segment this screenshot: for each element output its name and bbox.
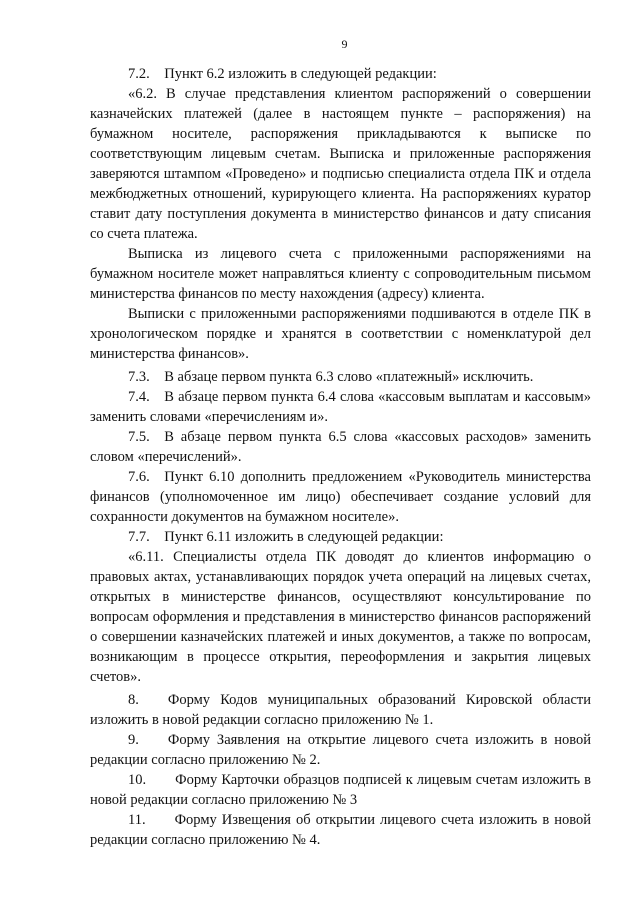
page-number: 9 xyxy=(341,37,348,51)
paragraph-7-3: 7.3. В абзаце первом пункта 6.3 слово «платежный» исключить. xyxy=(128,369,534,385)
paragraph-11: 11. Форму Извещения об открытии лицевого счета изложить в новой редакции согласно приложению № 4. xyxy=(90,812,591,848)
paragraph-7-6: 7.6. Пункт 6.10 дополнить предложением «Руководитель министерства финансов (уполномоченное им лицо) обеспечивает создание условий для сохранности документов на бумажном носителе». xyxy=(90,469,591,525)
paragraph-6-11-text: «6.11. Специалисты отдела ПК доводят до клиентов информацию о правовых актах, устанавливающих порядок учета операций на лицевых счетах, открытых в министерстве финансов, осуществляют консультирование по вопросам оформления и представления в министерство финансов распоряжений о совершении казначейских платежей и иных документов, а также по вопросам, возникающим в процессе открытия, переоформления и закрытия лицевых счетов». xyxy=(90,549,591,685)
paragraph-statement-delivery: Выписка из лицевого счета с приложенными распоряжениями на бумажном носителе может направляться клиенту с сопроводительным письмом министерства финансов по месту нахождения (адресу) клиента. xyxy=(90,246,591,302)
paragraph-statement-filing: Выписки с приложенными распоряжениями подшиваются в отделе ПК в хронологическом порядке и хранятся в соответствии с номенклатурой дел министерства финансов». xyxy=(90,306,591,362)
paragraph-9: 9. Форму Заявления на открытие лицевого счета изложить в новой редакции согласно приложению № 2. xyxy=(90,732,591,768)
document-body xyxy=(90,64,591,850)
paragraph-8: 8. Форму Кодов муниципальных образований Кировской области изложить в новой редакции согласно приложению № 1. xyxy=(90,692,591,728)
paragraph-10: 10. Форму Карточки образцов подписей к лицевым счетам изложить в новой редакции согласно приложению № 3 xyxy=(90,772,591,808)
paragraph-7-7: 7.7. Пункт 6.11 изложить в следующей редакции: xyxy=(128,529,444,545)
paragraph-6-2-text: «6.2. В случае представления клиентом распоряжений о совершении казначейских платежей (далее в настоящем пункте – распоряжения) на бумажном носителе, распоряжения прикладываются к выписке по соответствующим лицевым счетам. Выписка и приложенные распоряжения заверяются штампом «Проведено» и подписью специалиста отдела ПК и отдела межбюджетных отношений, курирующего клиента. На распоряжениях куратор ставит дату поступления документа в министерство финансов и дату списания со счета платежа. xyxy=(90,86,591,242)
paragraph-7-5: 7.5. В абзаце первом пункта 6.5 слова «кассовых расходов» заменить словом «перечислений». xyxy=(90,429,591,465)
paragraph-7-4: 7.4. В абзаце первом пункта 6.4 слова «кассовым выплатам и кассовым» заменить словами «перечислениям и». xyxy=(90,389,591,425)
paragraph-7-2: 7.2. Пункт 6.2 изложить в следующей редакции: xyxy=(128,66,437,82)
